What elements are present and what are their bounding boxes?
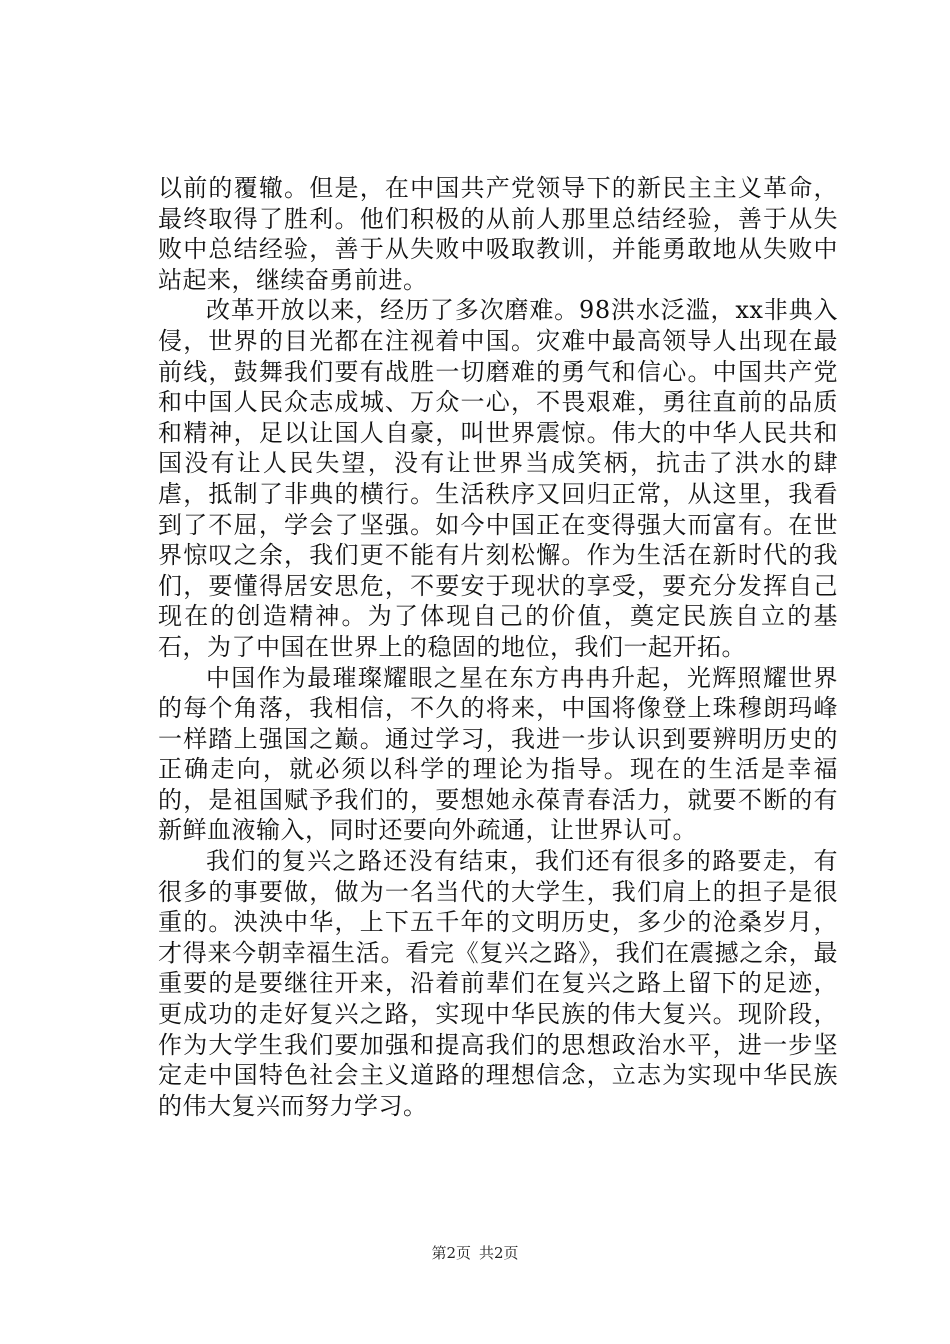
paragraph-3: 中国作为最璀璨耀眼之星在东方冉冉升起，光辉照耀世界的每个角落，我相信，不久的将来，中国将像登上珠穆朗玛峰一样踏上强国之巅。通过学习，我进一步认识到要辨明历史的正确走向，就必须以科学的理论为指导。现在的生活是幸福的，是祖国赋予我们的，要想她永葆青春活力，就要不断的有新鲜血液输入，同时还要向外疏通，让世界认可。 [158, 663, 838, 845]
page-total: 共2页 [479, 1244, 519, 1262]
paragraph-2: 改革开放以来，经历了多次磨难。98洪水泛滥，xx非典入侵，世界的目光都在注视着中国。灾难中最高领导人出现在最前线，鼓舞我们要有战胜一切磨难的勇气和信心。中国共产党和中国人民众志成城、万众一心，不畏艰难，勇往直前的品质和精神，足以让国人自豪，叫世界震惊。伟大的中华人民共和国没有让人民失望，没有让世界当成笑柄，抗击了洪水的肆虐，抵制了非典的横行。生活秩序又回归正常，从这里，我看到了不屈，学会了坚强。如今中国正在变得强大而富有。在世界惊叹之余，我们更不能有片刻松懈。作为生活在新时代的我们，要懂得居安思危，不要安于现状的享受，要充分发挥自己现在的创造精神。为了体现自己的价值，奠定民族自立的基石，为了中国在世界上的稳固的地位，我们一起开拓。 [158, 296, 838, 661]
page-number: 第2页 [431, 1244, 471, 1262]
paragraph-1: 以前的覆辙。但是，在中国共产党领导下的新民主主义革命，最终取得了胜利。他们积极的从前人那里总结经验，善于从失败中总结经验，善于从失败中吸取教训，并能勇敢地从失败中站起来，继续奋勇前进。 [158, 174, 838, 294]
document-body [158, 173, 838, 1121]
page-footer [0, 1243, 950, 1263]
paragraph-4: 我们的复兴之路还没有结束，我们还有很多的路要走，有很多的事要做，做为一名当代的大学生，我们肩上的担子是很重的。泱泱中华，上下五千年的文明历史，多少的沧桑岁月，才得来今朝幸福生活。看完《复兴之路》，我们在震撼之余，最重要的是要继往开来，沿着前辈们在复兴之路上留下的足迹，更成功的走好复兴之路，实现中华民族的伟大复兴。现阶段，作为大学生我们要加强和提高我们的思想政治水平，进一步坚定走中国特色社会主义道路的理想信念，立志为实现中华民族的伟大复兴而努力学习。 [158, 847, 838, 1120]
